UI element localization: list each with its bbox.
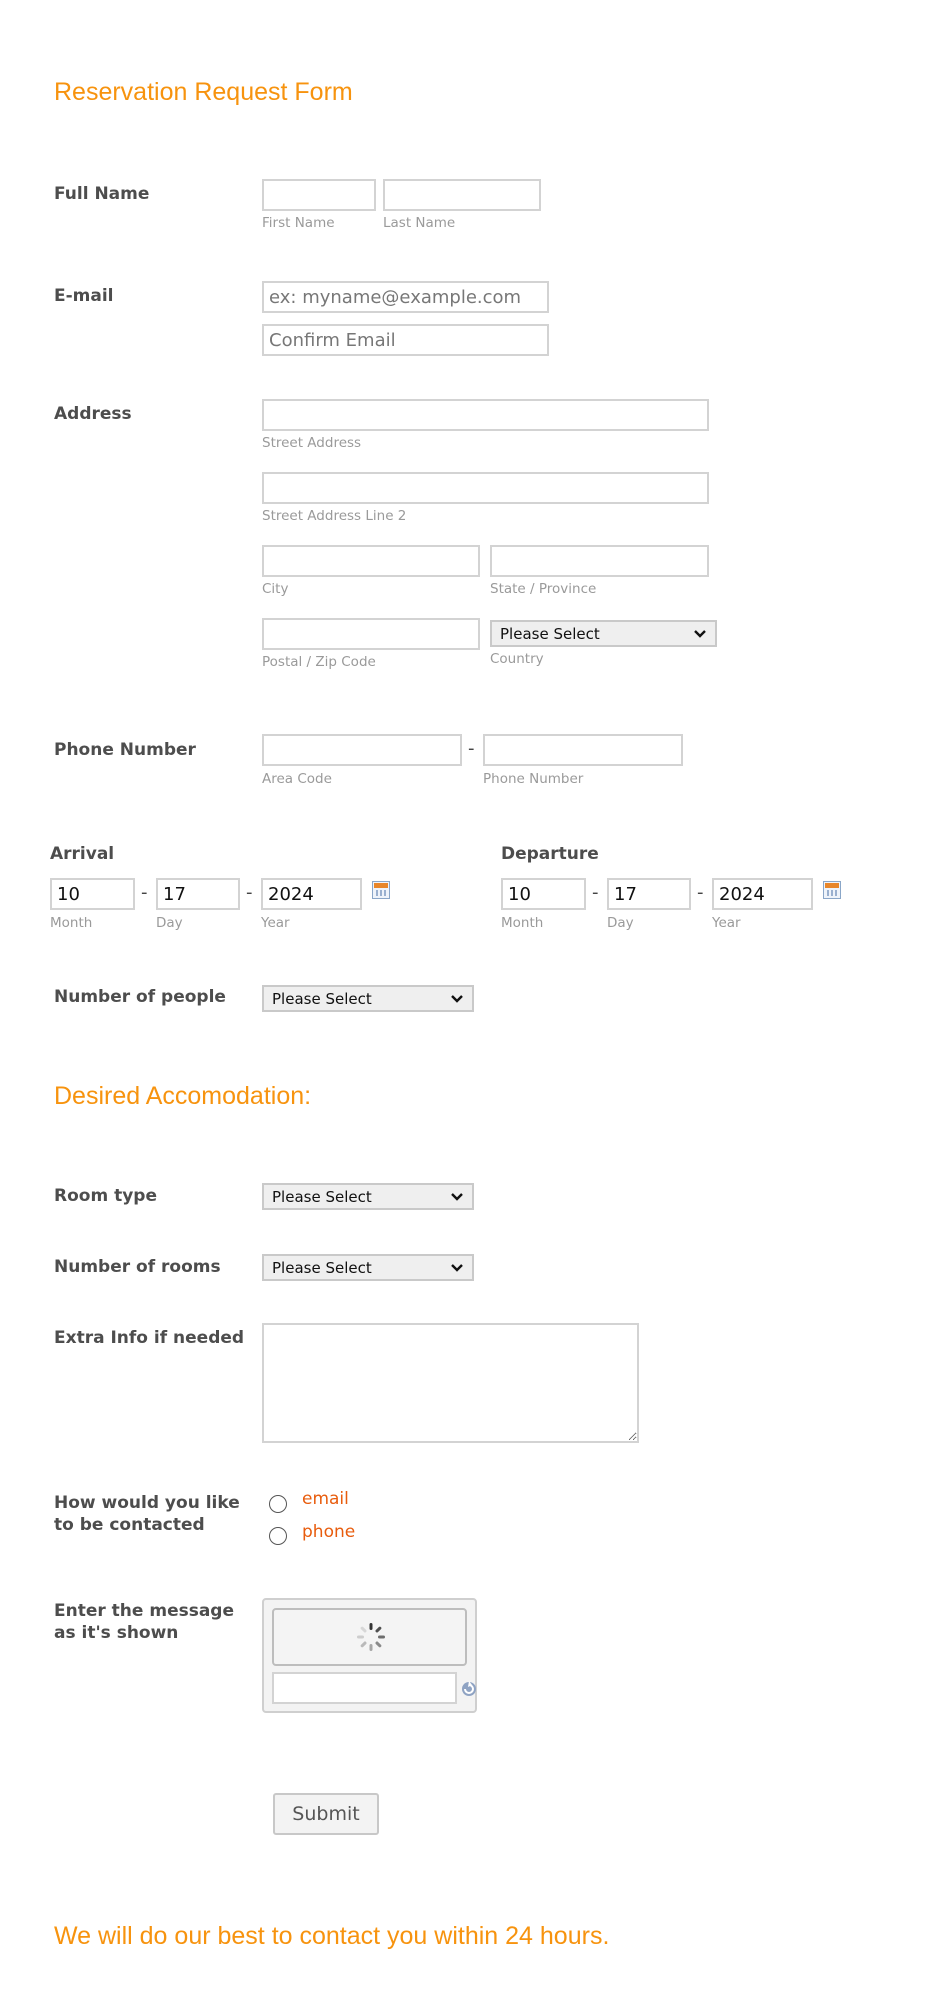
contact-phone-label[interactable]: phone	[302, 1522, 356, 1542]
loading-spinner-icon	[356, 1622, 386, 1652]
contact-email-radio[interactable]	[269, 1495, 287, 1513]
street-address-input[interactable]	[262, 399, 709, 431]
submit-button[interactable]: Submit	[273, 1793, 379, 1835]
state-sublabel: State / Province	[490, 581, 597, 597]
last-name-sublabel: Last Name	[383, 215, 456, 231]
arrival-separator-1: -	[141, 882, 148, 903]
departure-calendar-icon[interactable]	[823, 881, 841, 899]
accommodation-heading: Desired Accomodation:	[54, 1082, 312, 1110]
arrival-separator-2: -	[246, 882, 253, 903]
departure-month-input[interactable]	[501, 878, 586, 910]
chevron-down-icon	[450, 1263, 464, 1273]
email-label: E-mail	[54, 286, 114, 306]
country-select-value: Please Select	[500, 624, 600, 643]
extra-info-textarea[interactable]	[262, 1323, 639, 1443]
area-code-sublabel: Area Code	[262, 771, 332, 787]
city-sublabel: City	[262, 581, 289, 597]
departure-year-input[interactable]	[712, 878, 813, 910]
phone-number-sublabel: Phone Number	[483, 771, 584, 787]
chevron-down-icon	[450, 1192, 464, 1202]
captcha-container	[262, 1598, 477, 1713]
area-code-input[interactable]	[262, 734, 462, 766]
contact-phone-radio[interactable]	[269, 1527, 287, 1545]
phone-label: Phone Number	[54, 740, 196, 760]
arrival-day-input[interactable]	[156, 878, 240, 910]
extra-info-label: Extra Info if needed	[54, 1328, 245, 1348]
last-name-input[interactable]	[383, 179, 541, 211]
departure-month-sublabel: Month	[501, 915, 544, 931]
zip-input[interactable]	[262, 618, 480, 650]
departure-year-sublabel: Year	[712, 915, 741, 931]
form-title: Reservation Request Form	[54, 78, 353, 106]
arrival-calendar-icon[interactable]	[372, 881, 390, 899]
arrival-year-input[interactable]	[261, 878, 362, 910]
captcha-image	[272, 1608, 467, 1666]
people-select-value: Please Select	[272, 989, 372, 1008]
departure-label: Departure	[501, 844, 599, 864]
state-input[interactable]	[490, 545, 709, 577]
rooms-select[interactable]	[262, 1254, 474, 1281]
street-address-2-sublabel: Street Address Line 2	[262, 508, 407, 524]
street-address-sublabel: Street Address	[262, 435, 362, 451]
chevron-down-icon	[693, 629, 707, 639]
contact-label: How would you like to be contacted	[54, 1493, 240, 1535]
city-input[interactable]	[262, 545, 480, 577]
contact-email-label[interactable]: email	[302, 1489, 349, 1509]
room-type-select-value: Please Select	[272, 1187, 372, 1206]
arrival-day-sublabel: Day	[156, 915, 183, 931]
arrival-month-sublabel: Month	[50, 915, 93, 931]
people-select[interactable]	[262, 985, 474, 1012]
departure-separator-2: -	[697, 882, 704, 903]
departure-day-sublabel: Day	[607, 915, 634, 931]
street-address-2-input[interactable]	[262, 472, 709, 504]
rooms-label: Number of rooms	[54, 1257, 221, 1277]
first-name-input[interactable]	[262, 179, 376, 211]
full-name-label: Full Name	[54, 184, 150, 204]
departure-day-input[interactable]	[607, 878, 691, 910]
room-type-label: Room type	[54, 1186, 157, 1206]
room-type-select[interactable]	[262, 1183, 474, 1210]
refresh-icon[interactable]	[460, 1678, 478, 1698]
confirm-email-input[interactable]	[262, 324, 549, 356]
departure-separator-1: -	[592, 882, 599, 903]
phone-number-input[interactable]	[483, 734, 683, 766]
captcha-input[interactable]	[272, 1672, 457, 1704]
first-name-sublabel: First Name	[262, 215, 335, 231]
chevron-down-icon	[450, 994, 464, 1004]
country-sublabel: Country	[490, 651, 544, 667]
captcha-label: Enter the message as it's shown	[54, 1601, 235, 1643]
footer-message: We will do our best to contact you within 24 hours.	[54, 1922, 610, 1950]
arrival-month-input[interactable]	[50, 878, 135, 910]
zip-sublabel: Postal / Zip Code	[262, 654, 376, 670]
phone-separator: -	[468, 738, 475, 759]
address-label: Address	[54, 404, 132, 424]
arrival-label: Arrival	[50, 844, 115, 864]
country-select[interactable]	[490, 620, 717, 647]
email-input[interactable]	[262, 281, 549, 313]
arrival-year-sublabel: Year	[261, 915, 290, 931]
rooms-select-value: Please Select	[272, 1258, 372, 1277]
people-label: Number of people	[54, 987, 226, 1007]
